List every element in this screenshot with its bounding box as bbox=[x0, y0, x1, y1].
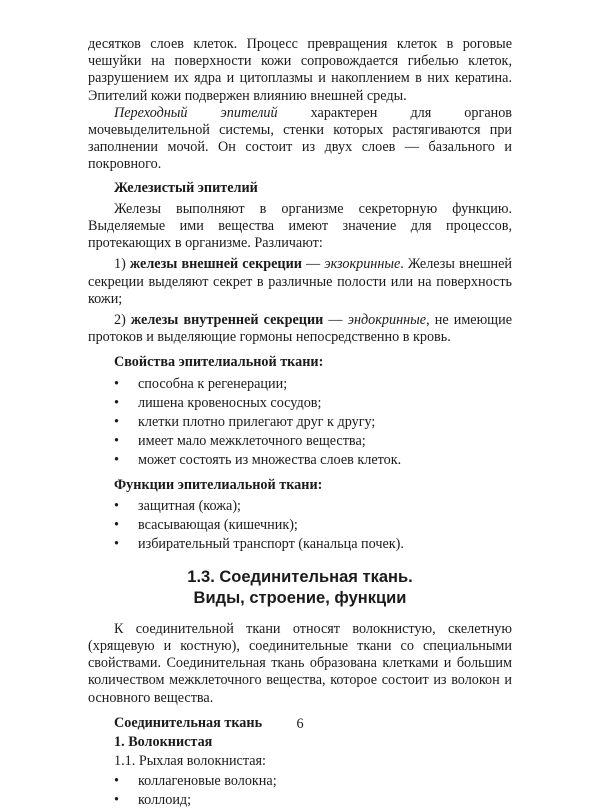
connective-subheading: Соединительная ткань bbox=[114, 714, 263, 731]
list-item: • коллоид; bbox=[88, 792, 512, 811]
top-paragraph: десятков слоев клеток. Процесс превращения клеток в роговые чешуйки на поверхности кожи сопровождается гибелью клеток, разрушением их ядра и цитоплазмы и накоплением в них кератина. Эпителий кожи подвержен влиянию внешней среды. bbox=[88, 36, 512, 104]
transitional-term: Переходный эпителий bbox=[114, 104, 278, 121]
section-title bbox=[88, 567, 512, 609]
functions-heading: Функции эпителиальной ткани: bbox=[114, 476, 323, 493]
list-item: • имеет мало межклеточного вещества; bbox=[88, 433, 512, 452]
list-item: • избирательный транспорт (канальца почек). bbox=[88, 536, 512, 555]
endocrine-text: , не имеющие протоков и выделяющие гормоны непосредственно в кровь. bbox=[88, 312, 513, 346]
exocrine-dash: — bbox=[301, 256, 325, 273]
endocrine-term: железы внутренней секреции bbox=[130, 312, 324, 329]
exocrine-term: железы внешней секреции bbox=[129, 256, 302, 273]
exocrine-italic: экзокринные bbox=[324, 256, 401, 273]
list-item: • может состоять из множества слоев клеток. bbox=[88, 452, 512, 471]
properties-list bbox=[88, 376, 512, 471]
list-item: • коллагеновые волокна; bbox=[88, 773, 512, 792]
endocrine-item bbox=[88, 312, 512, 346]
list-item: • способна к регенерации; bbox=[88, 376, 512, 395]
list-item: • лишена кровеносных сосудов; bbox=[88, 395, 512, 414]
text-column bbox=[88, 36, 512, 811]
list-item: • всасывающая (кишечник); bbox=[88, 517, 512, 536]
fibrous-heading: 1. Волокнистая bbox=[114, 734, 213, 751]
section-title-line1: 1.3. Соединительная ткань. bbox=[187, 567, 413, 586]
endocrine-dash: — bbox=[323, 312, 348, 329]
page-number: 6 bbox=[296, 716, 304, 732]
section-title-line2: Виды, строение, функции bbox=[193, 588, 407, 607]
glandular-intro: Железы выполняют в организме секреторную функцию. Выделяемые ими вещества имеют значение для процессов, протекающих в организме. Различают: bbox=[88, 200, 512, 252]
endocrine-num: 2) bbox=[114, 312, 131, 329]
transitional-text: характерен для органов мочевыделительной системы, стенки которых растягиваются при заполнении мочой. Он состоит из двух слоев — базального и покровного. bbox=[88, 104, 513, 173]
list-item: • клетки плотно прилегают друг к другу; bbox=[88, 414, 512, 433]
functions-list bbox=[88, 498, 512, 555]
properties-heading: Свойства эпителиальной ткани: bbox=[114, 354, 324, 371]
transitional-paragraph bbox=[88, 105, 512, 174]
loose-fibrous-list bbox=[88, 773, 512, 811]
endocrine-italic: эндокринные bbox=[347, 312, 427, 329]
exocrine-num: 1) bbox=[114, 256, 130, 273]
exocrine-text: . Железы внешней секреции выделяют секрет в различные полости или на поверхность кожи; bbox=[88, 256, 512, 307]
exocrine-item bbox=[88, 256, 512, 308]
glandular-heading: Железистый эпителий bbox=[114, 179, 258, 196]
list-item: • защитная (кожа); bbox=[88, 498, 512, 517]
loose-fibrous-item: 1.1. Рыхлая волокнистая: bbox=[114, 753, 266, 770]
connective-paragraph: К соединительной ткани относят волокнистую, скелетную (хрящевую и костную), соединительные ткани со специальными свойствами. Соединительная ткань образована клетками и большим количеством межклеточного вещества, которое состоит из волокон и основного вещества. bbox=[88, 620, 512, 706]
